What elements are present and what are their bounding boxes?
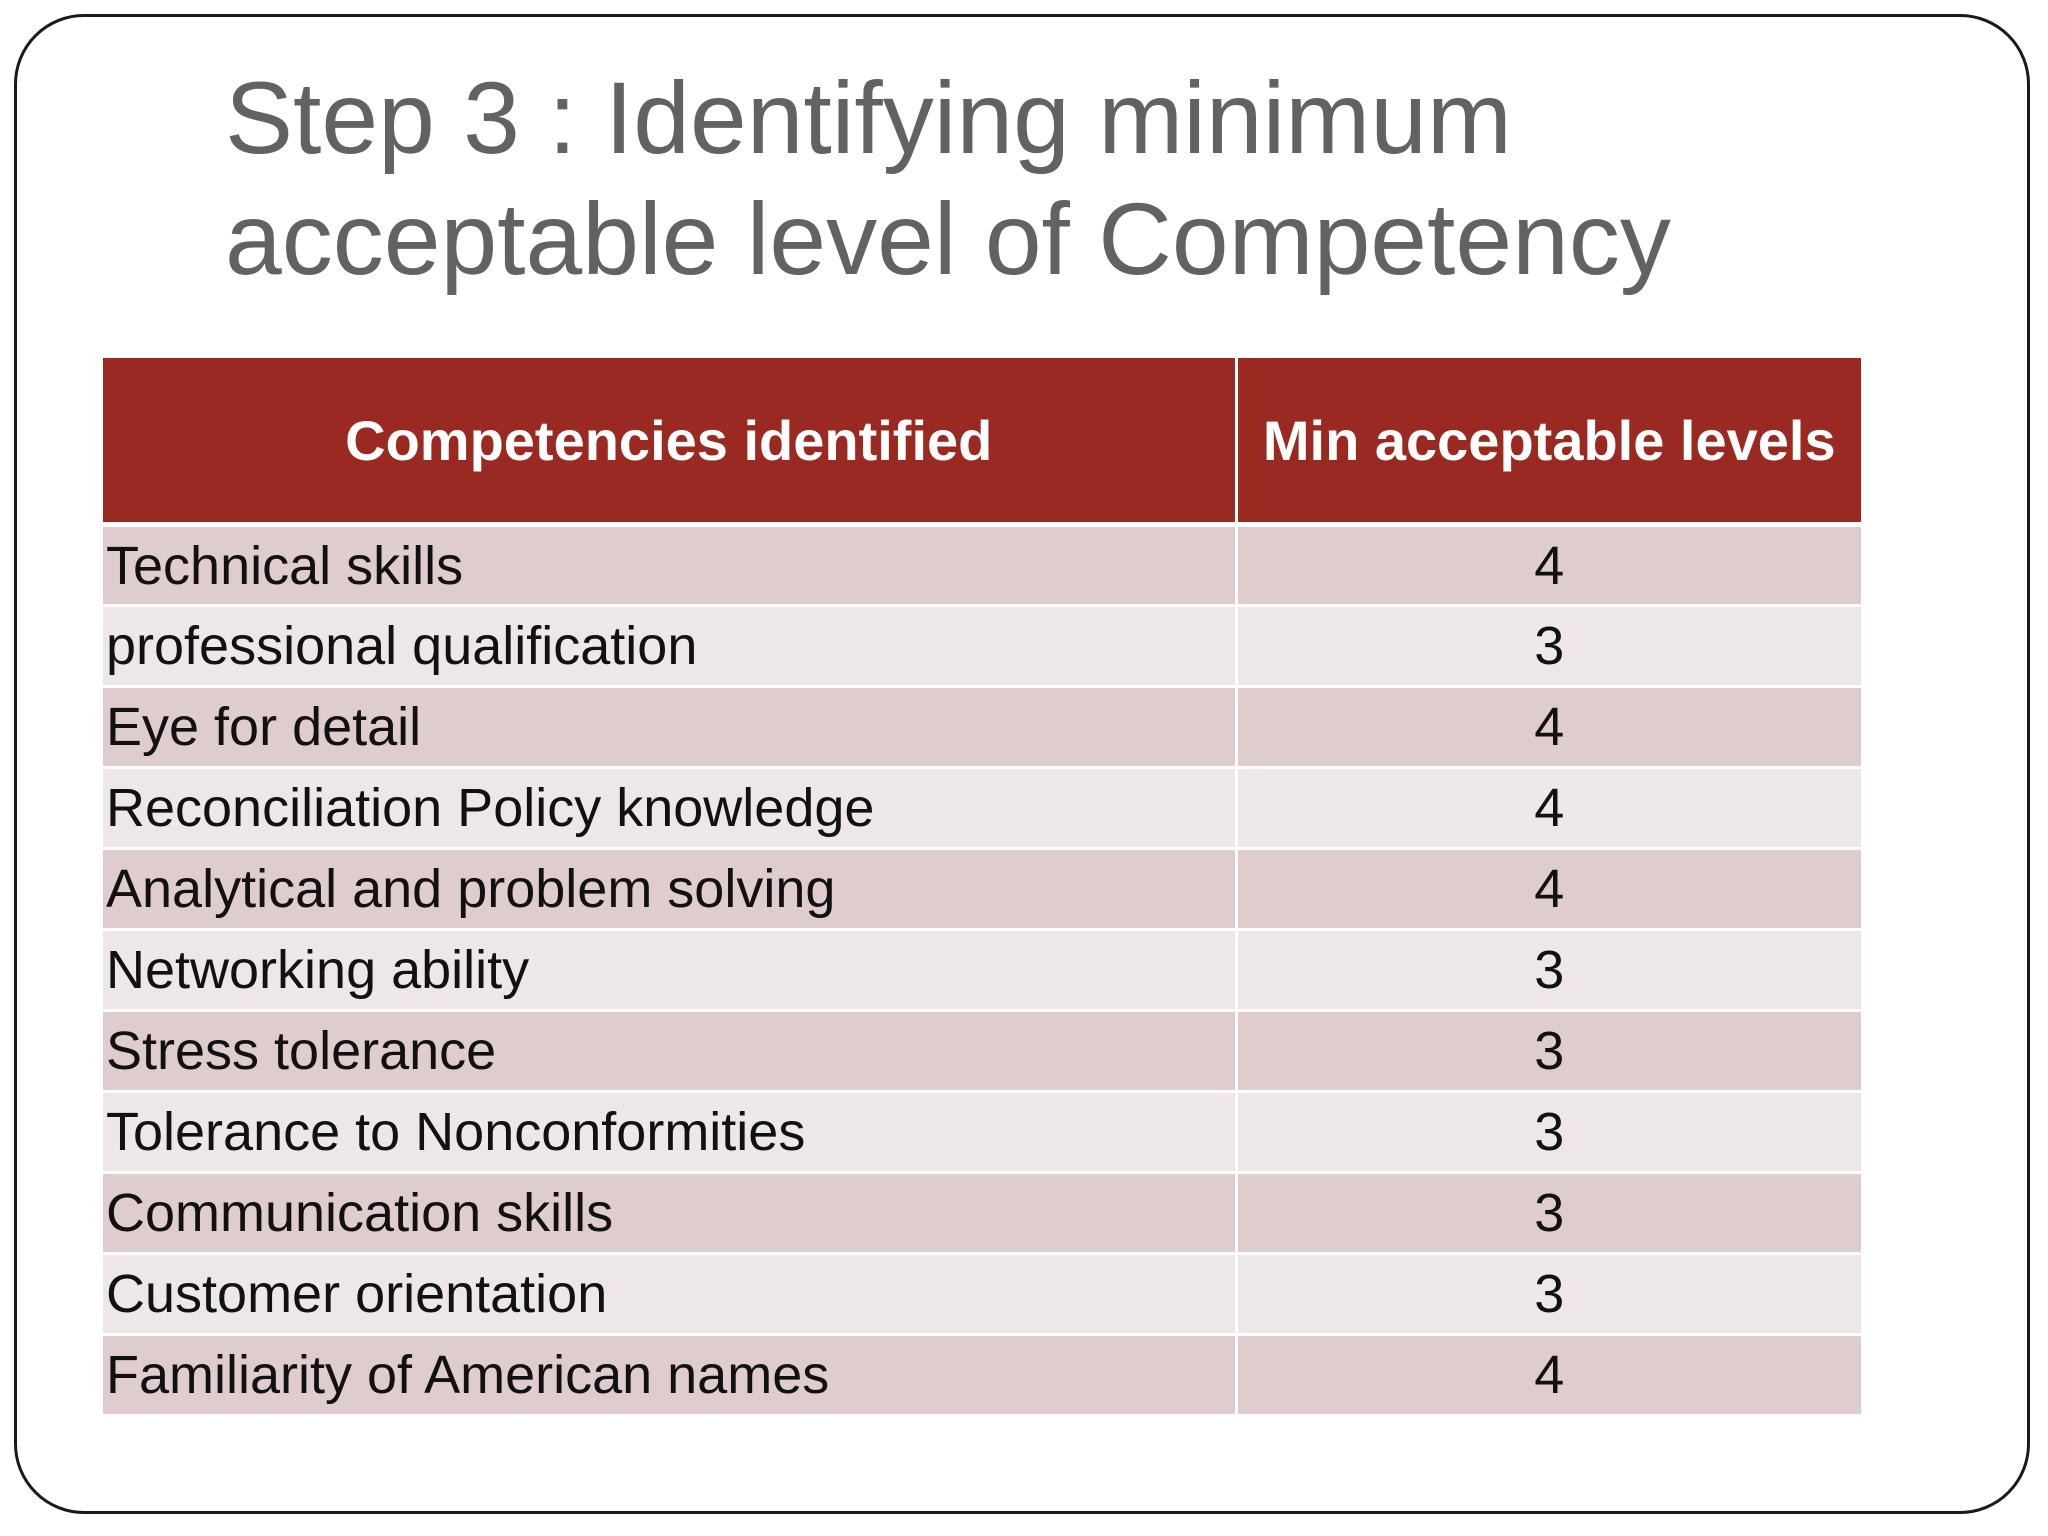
table-row <box>103 606 1861 687</box>
level-cell: 3 <box>1236 1173 1861 1254</box>
slide-title-line-1: Step 3 : Identifying minimum <box>225 61 1512 175</box>
level-cell: 3 <box>1236 1254 1861 1335</box>
competency-cell: professional qualification <box>103 606 1236 687</box>
level-cell: 3 <box>1236 606 1861 687</box>
table-header-row <box>103 358 1861 525</box>
competency-cell: Customer orientation <box>103 1254 1236 1335</box>
level-cell: 4 <box>1236 768 1861 849</box>
competency-cell: Eye for detail <box>103 687 1236 768</box>
competency-cell: Analytical and problem solving <box>103 849 1236 930</box>
table-row <box>103 1011 1861 1092</box>
level-cell: 3 <box>1236 930 1861 1011</box>
table-row <box>103 687 1861 768</box>
level-cell: 4 <box>1236 849 1861 930</box>
table-row <box>103 768 1861 849</box>
competency-table <box>103 358 1861 1417</box>
header-min-levels: Min acceptable levels <box>1236 358 1861 525</box>
competency-cell: Stress tolerance <box>103 1011 1236 1092</box>
competency-cell: Technical skills <box>103 525 1236 606</box>
level-cell: 3 <box>1236 1092 1861 1173</box>
level-cell: 4 <box>1236 1335 1861 1416</box>
header-competencies: Competencies identified <box>103 358 1236 525</box>
table-row <box>103 1254 1861 1335</box>
table-row <box>103 849 1861 930</box>
competency-cell: Tolerance to Nonconformities <box>103 1092 1236 1173</box>
table-row <box>103 1335 1861 1416</box>
slide-title <box>225 58 1875 300</box>
competency-cell: Networking ability <box>103 930 1236 1011</box>
table-row <box>103 525 1861 606</box>
table-row <box>103 930 1861 1011</box>
level-cell: 3 <box>1236 1011 1861 1092</box>
slide-title-line-2: acceptable level of Competency <box>225 182 1671 296</box>
table-row <box>103 1173 1861 1254</box>
competency-cell: Reconciliation Policy knowledge <box>103 768 1236 849</box>
level-cell: 4 <box>1236 687 1861 768</box>
competency-cell: Familiarity of American names <box>103 1335 1236 1416</box>
table-row <box>103 1092 1861 1173</box>
level-cell: 4 <box>1236 525 1861 606</box>
competency-cell: Communication skills <box>103 1173 1236 1254</box>
